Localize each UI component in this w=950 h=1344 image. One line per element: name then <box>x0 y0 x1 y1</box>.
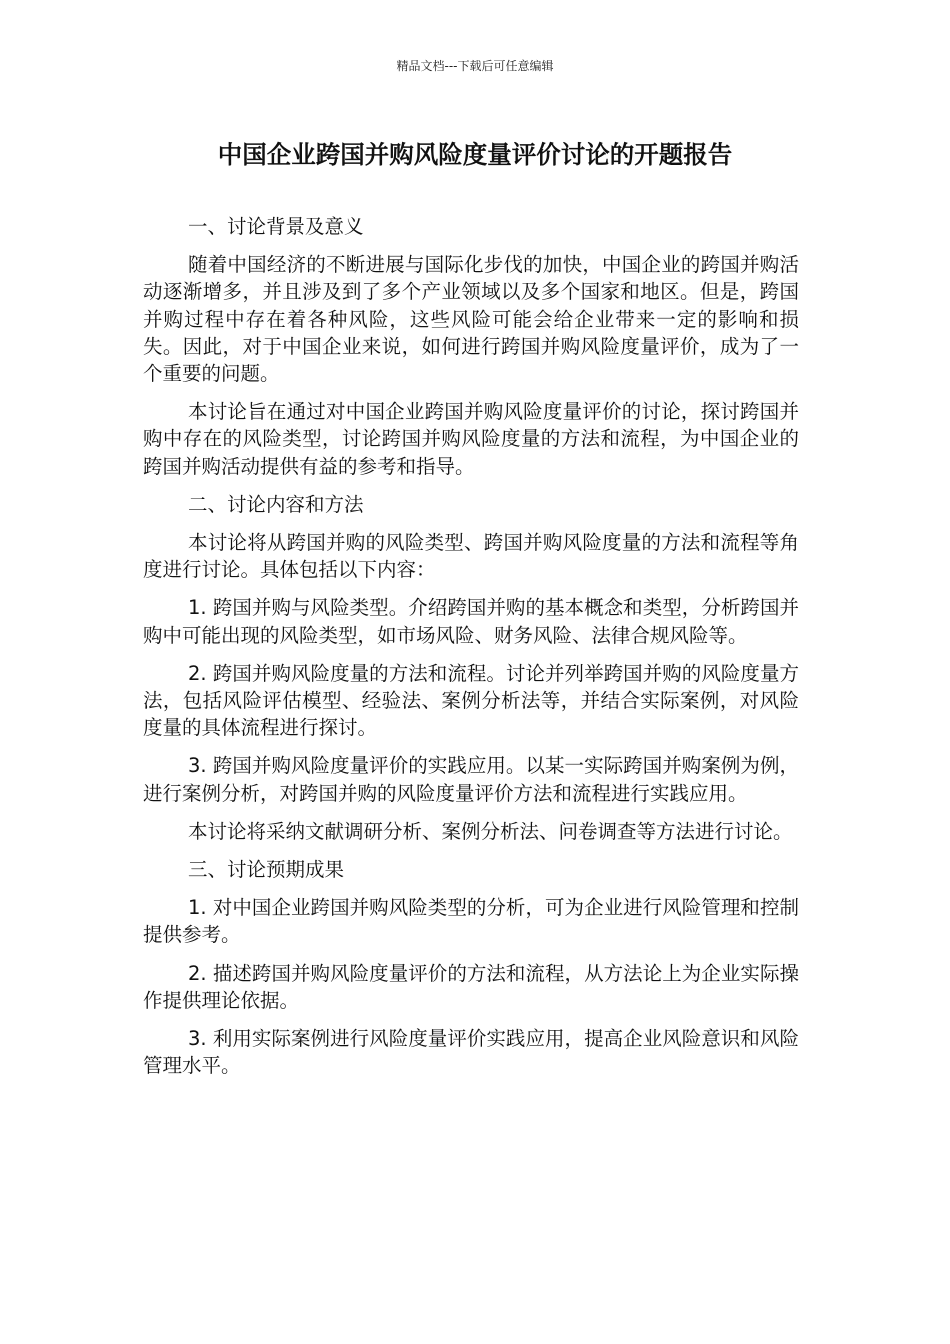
list-item-result-3: 3. 利用实际案例进行风险度量评价实践应用，提高企业风险意识和风险管理水平。 <box>143 1027 799 1078</box>
section-heading-background: 一、讨论背景及意义 <box>188 215 364 238</box>
document-title: 中国企业跨国并购风险度量评价讨论的开题报告 <box>217 140 733 169</box>
list-item-result-2: 2. 描述跨国并购风险度量评价的方法和流程，从方法论上为企业实际操作提供理论依据。 <box>143 961 799 1012</box>
paragraph-background: 随着中国经济的不断进展与国际化步伐的加快，中国企业的跨国并购活动逐渐增多，并且涉及到了多个产业领域以及多个国家和地区。但是，跨国并购过程中存在着各种风险，这些风险可能会给企业带来一定的影响和损失。因此，对于中国企业来说，如何进行跨国并购风险度量评价，成为了一个重要的问题。 <box>143 253 799 386</box>
document-body <box>143 213 799 1090</box>
list-item-content-1: 1. 跨国并购与风险类型。介绍跨国并购的基本概念和类型，分析跨国并购中可能出现的风险类型，如市场风险、财务风险、法律合规风险等。 <box>143 596 799 647</box>
paragraph-methods: 本讨论将采纳文献调研分析、案例分析法、问卷调查等方法进行讨论。 <box>188 819 793 843</box>
header-note: 精品文档---下载后可任意编辑 <box>396 59 554 73</box>
paragraph-content-intro: 本讨论将从跨国并购的风险类型、跨国并购风险度量的方法和流程等角度进行讨论。具体包括以下内容： <box>143 531 799 582</box>
section-heading-expected-results: 三、讨论预期成果 <box>188 858 345 882</box>
list-item-result-1: 1. 对中国企业跨国并购风险类型的分析，可为企业进行风险管理和控制提供参考。 <box>143 896 799 947</box>
list-item-content-3: 3. 跨国并购风险度量评价的实践应用。以某一实际跨国并购案例为例，进行案例分析，对跨国并购的风险度量评价方法和流程进行实践应用。 <box>143 754 799 805</box>
list-item-content-2: 2. 跨国并购风险度量的方法和流程。讨论并列举跨国并购的风险度量方法，包括风险评估模型、经验法、案例分析法等，并结合实际案例，对风险度量的具体流程进行探讨。 <box>143 661 799 740</box>
section-heading-content-methods: 二、讨论内容和方法 <box>188 492 364 516</box>
paragraph-purpose: 本讨论旨在通过对中国企业跨国并购风险度量评价的讨论，探讨跨国并购中存在的风险类型，讨论跨国并购风险度量的方法和流程，为中国企业的跨国并购活动提供有益的参考和指导。 <box>143 400 799 478</box>
